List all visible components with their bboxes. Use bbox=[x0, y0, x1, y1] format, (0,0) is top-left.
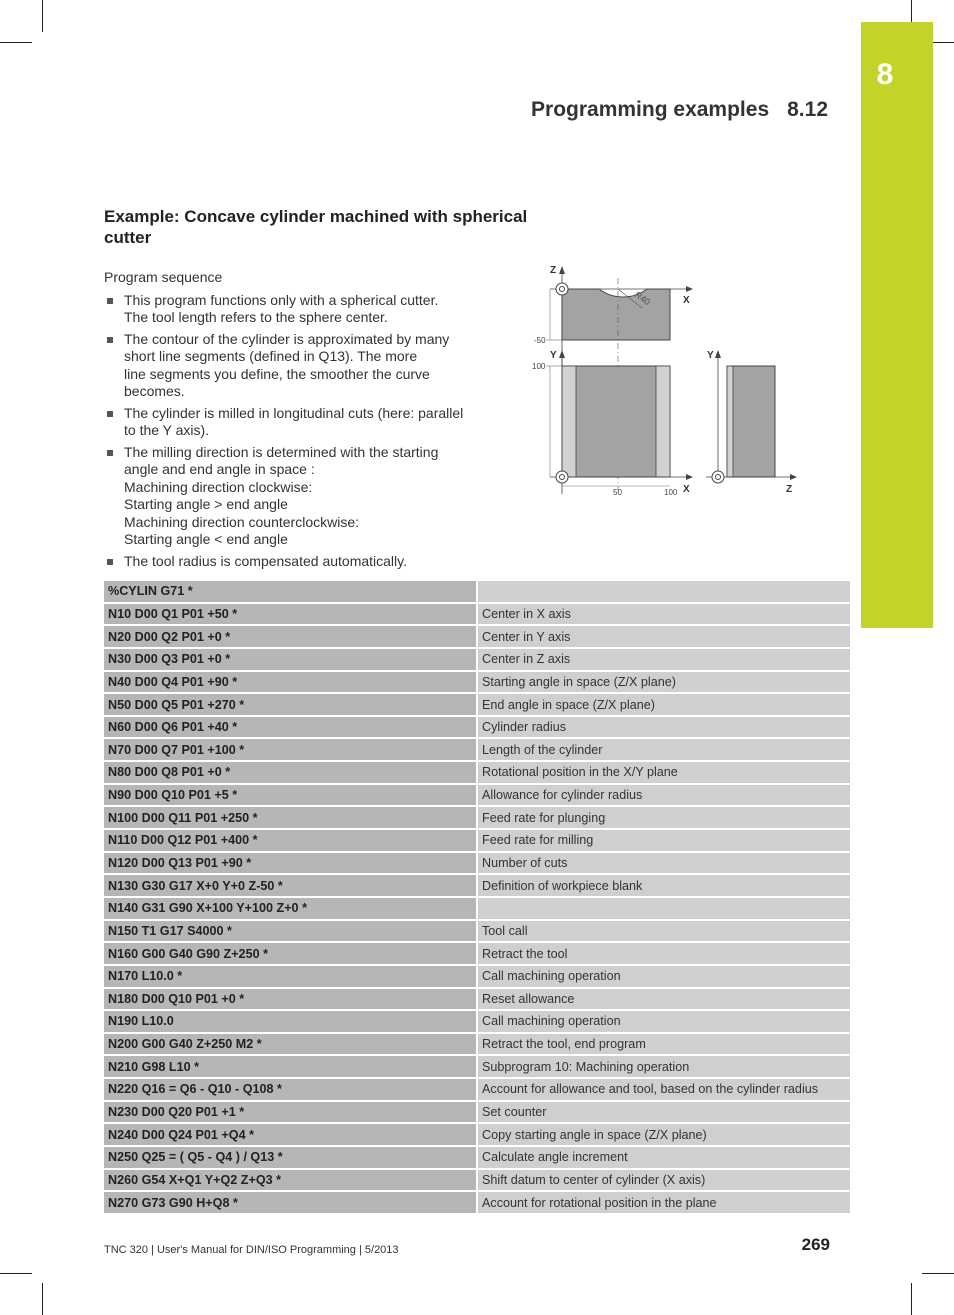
description-cell: Starting angle in space (Z/X plane) bbox=[477, 671, 850, 694]
description-cell: Tool call bbox=[477, 920, 850, 943]
x-end-label: 100 bbox=[664, 488, 678, 497]
z-axis-arrow bbox=[559, 266, 565, 274]
nc-code-cell: N180 D00 Q10 P01 +0 * bbox=[104, 988, 477, 1011]
program-row bbox=[104, 942, 850, 965]
height-label: 100 bbox=[532, 362, 546, 371]
datum-symbol-front bbox=[556, 283, 568, 295]
intro-lead: Program sequence bbox=[104, 269, 223, 285]
bullet-line: Machining direction counterclockwise: bbox=[124, 513, 359, 530]
nc-code-cell: N260 G54 X+Q1 Y+Q2 Z+Q3 * bbox=[104, 1169, 477, 1192]
program-row bbox=[104, 1146, 850, 1169]
z-axis-arrow-side bbox=[790, 474, 797, 480]
bullet-item bbox=[104, 553, 484, 571]
program-row bbox=[104, 671, 850, 694]
top-view-flat-right bbox=[656, 366, 670, 477]
side-view-body bbox=[727, 366, 775, 477]
nc-code-cell: N170 L10.0 * bbox=[104, 965, 477, 988]
nc-code-cell: N30 D00 Q3 P01 +0 * bbox=[104, 648, 477, 671]
side-z-label: Z bbox=[786, 484, 793, 495]
top-view-body bbox=[562, 366, 670, 477]
program-row bbox=[104, 1123, 850, 1146]
program-row bbox=[104, 1033, 850, 1056]
footer-text: TNC 320 | User's Manual for DIN/ISO Programming | 5/2013 bbox=[104, 1244, 399, 1256]
bullet-square-icon bbox=[107, 337, 113, 343]
running-header-title: Programming examples bbox=[531, 98, 770, 121]
bullet-line: Starting angle > end angle bbox=[124, 496, 288, 512]
nc-code-cell: N160 G00 G40 G90 Z+250 * bbox=[104, 942, 477, 965]
datum-symbol-top bbox=[556, 471, 568, 483]
program-row bbox=[104, 693, 850, 716]
datum-symbol-side bbox=[712, 471, 724, 483]
description-cell: Account for allowance and tool, based on the cylinder radius bbox=[477, 1078, 850, 1101]
cylinder-figure bbox=[530, 262, 800, 502]
nc-code-cell: N190 L10.0 bbox=[104, 1010, 477, 1033]
bullet-line: line segments you define, the smoother the curve bbox=[124, 365, 430, 382]
program-row bbox=[104, 625, 850, 648]
description-cell: Set counter bbox=[477, 1101, 850, 1124]
description-cell: Length of the cylinder bbox=[477, 738, 850, 761]
program-row bbox=[104, 1191, 850, 1214]
description-cell: Retract the tool bbox=[477, 942, 850, 965]
program-row bbox=[104, 784, 850, 807]
nc-code-cell: N90 D00 Q10 P01 +5 * bbox=[104, 784, 477, 807]
program-row bbox=[104, 829, 850, 852]
program-row bbox=[104, 761, 850, 784]
crop-mark bbox=[0, 42, 32, 43]
program-row bbox=[104, 1101, 850, 1124]
nc-code-cell: N40 D00 Q4 P01 +90 * bbox=[104, 671, 477, 694]
front-z-label: Z bbox=[550, 265, 557, 276]
bullet-line: Starting angle < end angle bbox=[124, 531, 288, 547]
program-row bbox=[104, 806, 850, 829]
description-cell: Definition of workpiece blank bbox=[477, 874, 850, 897]
bullet-line: The cylinder is milled in longitudinal cuts (here: parallel bbox=[124, 404, 464, 421]
chapter-number: 8 bbox=[876, 58, 894, 91]
nc-code-cell: N70 D00 Q7 P01 +100 * bbox=[104, 738, 477, 761]
bullet-line: The tool length refers to the sphere center. bbox=[124, 309, 388, 325]
nc-code-cell: N210 G98 L10 * bbox=[104, 1055, 477, 1078]
description-cell bbox=[477, 581, 850, 603]
front-view-body bbox=[562, 289, 670, 340]
running-header-section: 8.12 bbox=[787, 98, 828, 121]
program-row bbox=[104, 874, 850, 897]
description-cell: Rotational position in the X/Y plane bbox=[477, 761, 850, 784]
bullet-item bbox=[104, 405, 484, 440]
program-row bbox=[104, 648, 850, 671]
crop-mark bbox=[42, 0, 43, 32]
front-x-label: X bbox=[683, 295, 690, 306]
top-x-label: X bbox=[683, 484, 690, 495]
nc-code-cell: N220 Q16 = Q6 - Q10 - Q108 * bbox=[104, 1078, 477, 1101]
nc-code-cell: N150 T1 G17 S4000 * bbox=[104, 920, 477, 943]
bullet-square-icon bbox=[107, 411, 113, 417]
program-row bbox=[104, 897, 850, 920]
description-cell: Account for rotational position in the plane bbox=[477, 1191, 850, 1214]
program-row bbox=[104, 1010, 850, 1033]
bullet-line: Machining direction clockwise: bbox=[124, 478, 313, 495]
program-row bbox=[104, 1078, 850, 1101]
program-row bbox=[104, 1169, 850, 1192]
nc-code-cell: N230 D00 Q20 P01 +1 * bbox=[104, 1101, 477, 1124]
bullet-line: to the Y axis). bbox=[124, 422, 210, 438]
description-cell bbox=[477, 897, 850, 920]
nc-code-cell: N100 D00 Q11 P01 +250 * bbox=[104, 806, 477, 829]
description-cell: Feed rate for plunging bbox=[477, 806, 850, 829]
top-y-label: Y bbox=[550, 350, 557, 361]
program-row bbox=[104, 965, 850, 988]
bullet-item bbox=[104, 331, 484, 401]
bullet-item bbox=[104, 292, 484, 327]
description-cell: Call machining operation bbox=[477, 965, 850, 988]
side-y-label: Y bbox=[707, 350, 714, 361]
nc-code-cell: N80 D00 Q8 P01 +0 * bbox=[104, 761, 477, 784]
crop-mark bbox=[42, 1283, 43, 1315]
description-cell: Cylinder radius bbox=[477, 716, 850, 739]
description-cell: Subprogram 10: Machining operation bbox=[477, 1055, 850, 1078]
program-row bbox=[104, 1055, 850, 1078]
crop-mark bbox=[0, 1273, 32, 1274]
program-row bbox=[104, 920, 850, 943]
bullet-line: short line segments (defined in Q13). The more bbox=[124, 348, 418, 364]
y-axis-arrow-top bbox=[559, 350, 565, 358]
running-header bbox=[531, 98, 828, 122]
bullet-line: The contour of the cylinder is approximated by many bbox=[124, 330, 450, 347]
nc-code-cell: N130 G30 G17 X+0 Y+0 Z-50 * bbox=[104, 874, 477, 897]
nc-code-cell: N140 G31 G90 X+100 Y+100 Z+0 * bbox=[104, 897, 477, 920]
bullet-square-icon bbox=[107, 559, 113, 565]
description-cell: End angle in space (Z/X plane) bbox=[477, 693, 850, 716]
bullet-line: The tool radius is compensated automatically. bbox=[124, 552, 407, 569]
bullet-square-icon bbox=[107, 450, 113, 456]
intro-text bbox=[104, 269, 484, 574]
bullet-item bbox=[104, 444, 484, 549]
nc-code-cell: N270 G73 G90 H+Q8 * bbox=[104, 1191, 477, 1214]
x-mid-label: 50 bbox=[613, 488, 622, 497]
crop-mark bbox=[911, 1283, 912, 1315]
program-row bbox=[104, 603, 850, 626]
nc-code-cell: N50 D00 Q5 P01 +270 * bbox=[104, 693, 477, 716]
description-cell: Center in Z axis bbox=[477, 648, 850, 671]
nc-code-cell: N120 D00 Q13 P01 +90 * bbox=[104, 852, 477, 875]
description-cell: Feed rate for milling bbox=[477, 829, 850, 852]
x-axis-arrow-front bbox=[686, 286, 693, 292]
crop-mark bbox=[922, 1273, 954, 1274]
side-view-edge bbox=[727, 366, 733, 477]
bullet-square-icon bbox=[107, 298, 113, 304]
chapter-tab bbox=[861, 22, 933, 628]
section-title: Example: Concave cylinder machined with spherical cutter bbox=[104, 207, 528, 247]
nc-code-cell: N200 G00 G40 Z+250 M2 * bbox=[104, 1033, 477, 1056]
description-cell: Center in Y axis bbox=[477, 625, 850, 648]
nc-code-cell: %CYLIN G71 * bbox=[104, 581, 477, 603]
description-cell: Call machining operation bbox=[477, 1010, 850, 1033]
bullet-line: This program functions only with a spherical cutter. bbox=[124, 291, 439, 308]
y-axis-arrow-side bbox=[715, 350, 721, 358]
program-row bbox=[104, 738, 850, 761]
nc-code-cell: N10 D00 Q1 P01 +50 * bbox=[104, 603, 477, 626]
program-row bbox=[104, 988, 850, 1011]
nc-code-cell: N60 D00 Q6 P01 +40 * bbox=[104, 716, 477, 739]
description-cell: Reset allowance bbox=[477, 988, 850, 1011]
bullet-line: angle and end angle in space : bbox=[124, 461, 315, 477]
description-cell: Copy starting angle in space (Z/X plane) bbox=[477, 1123, 850, 1146]
page-number: 269 bbox=[801, 1235, 830, 1254]
program-table bbox=[104, 581, 850, 1215]
nc-code-cell: N250 Q25 = ( Q5 - Q4 ) / Q13 * bbox=[104, 1146, 477, 1169]
nc-code-cell: N20 D00 Q2 P01 +0 * bbox=[104, 625, 477, 648]
r40-label: R40 bbox=[632, 289, 653, 308]
description-cell: Allowance for cylinder radius bbox=[477, 784, 850, 807]
program-row bbox=[104, 716, 850, 739]
cylinder-drawing bbox=[530, 262, 800, 502]
x-axis-arrow-top bbox=[686, 474, 693, 480]
nc-code-cell: N110 D00 Q12 P01 +400 * bbox=[104, 829, 477, 852]
description-cell: Shift datum to center of cylinder (X axis) bbox=[477, 1169, 850, 1192]
bullet-line: The milling direction is determined with the starting bbox=[124, 443, 439, 460]
description-cell: Calculate angle increment bbox=[477, 1146, 850, 1169]
program-row bbox=[104, 581, 850, 603]
bullet-line: becomes. bbox=[124, 383, 185, 399]
nc-code-cell: N240 D00 Q24 P01 +Q4 * bbox=[104, 1123, 477, 1146]
depth-label: -50 bbox=[534, 336, 546, 345]
description-cell: Retract the tool, end program bbox=[477, 1033, 850, 1056]
program-row bbox=[104, 852, 850, 875]
description-cell: Number of cuts bbox=[477, 852, 850, 875]
top-view-flat-left bbox=[562, 366, 576, 477]
bullet-list bbox=[104, 292, 484, 571]
description-cell: Center in X axis bbox=[477, 603, 850, 626]
